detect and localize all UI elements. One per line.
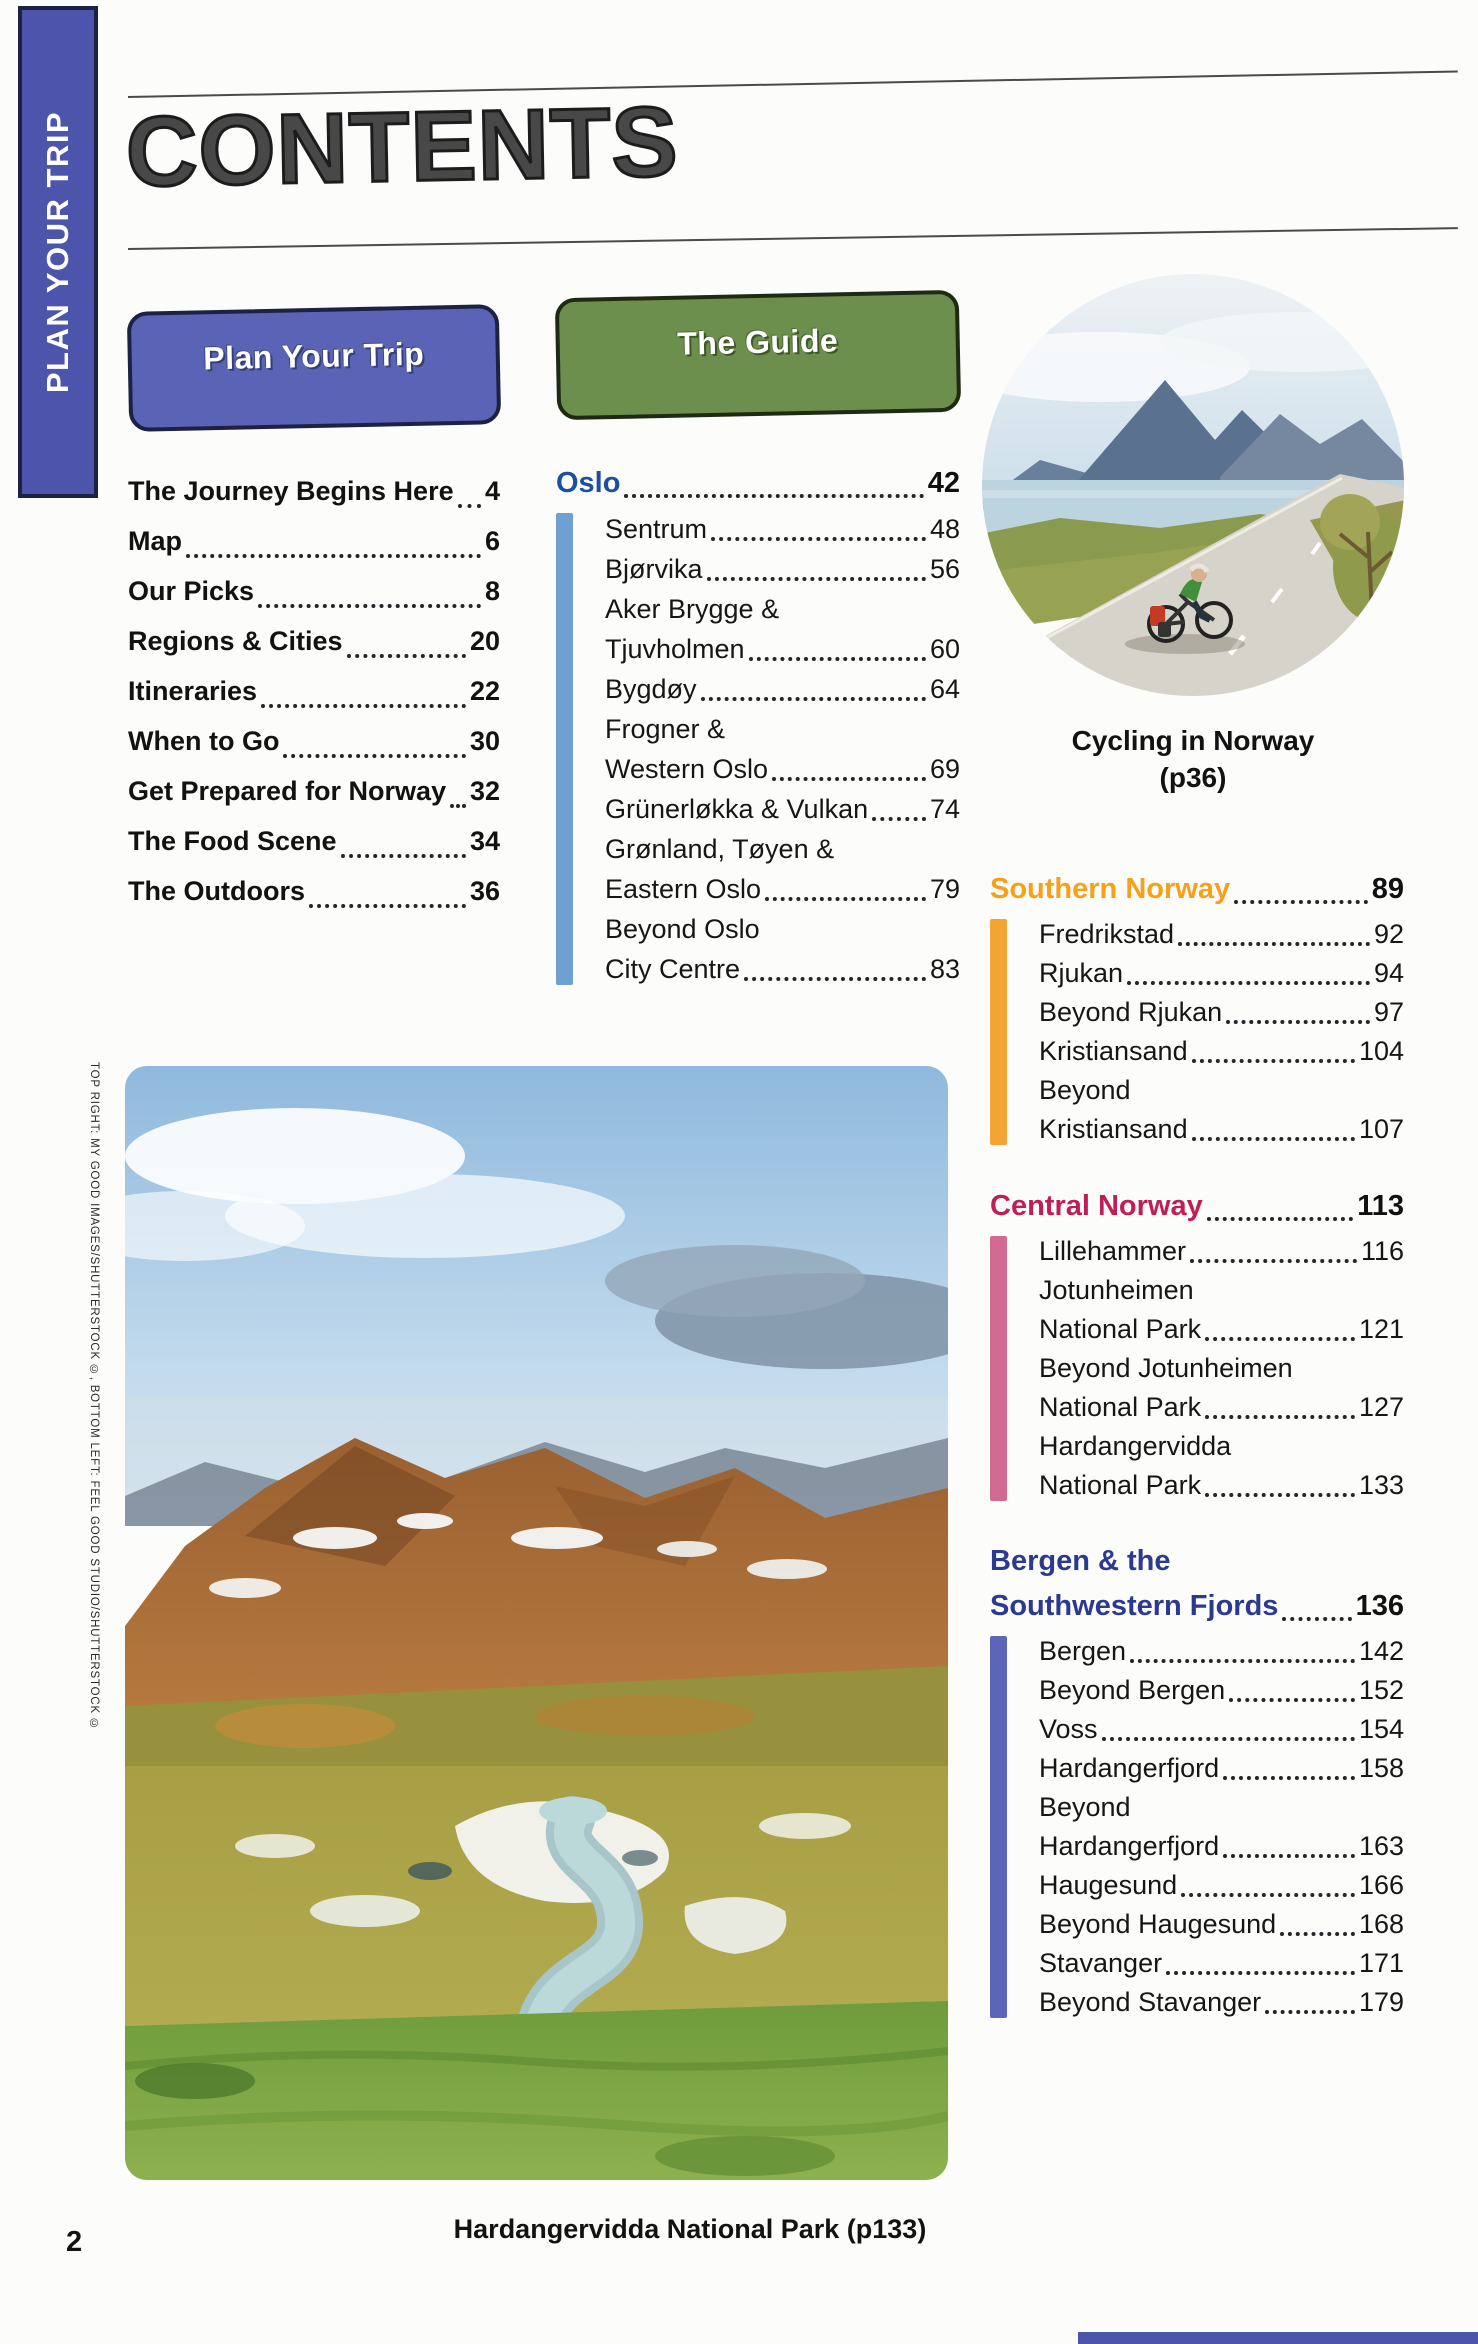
- guide-toc-item-label: Eastern Oslo: [605, 874, 762, 904]
- guide-toc-item-page: 104: [1358, 1036, 1404, 1066]
- cycling-photo: [980, 272, 1406, 698]
- guide-toc-item-label: Bygdøy: [605, 674, 697, 704]
- plan-toc-item-page: 22: [469, 676, 500, 706]
- guide-toc-item-label: Kristiansand: [1039, 1036, 1188, 1066]
- section-oslo-header: [556, 460, 960, 506]
- plan-toc-item-leader: [186, 554, 481, 558]
- plan-toc-item-leader: [347, 654, 466, 658]
- plan-toc-item-label: Regions & Cities: [128, 626, 343, 656]
- guide-toc-item-leader: [1280, 1932, 1355, 1936]
- section-southern-norway-header: [990, 866, 1404, 912]
- plan-toc-item-label: Get Prepared for Norway: [128, 776, 447, 806]
- guide-toc-item-page: 179: [1358, 1987, 1404, 2017]
- guide-toc-item: [605, 669, 960, 709]
- guide-toc-item-leader: [1226, 1020, 1370, 1024]
- section-bergen-southwestern-fjords-header-page: 136: [1355, 1590, 1404, 1622]
- guide-toc-item: [1039, 1110, 1404, 1149]
- guide-toc-item: [1039, 954, 1404, 993]
- guide-toc-item-leader: [1178, 942, 1370, 946]
- guide-toc-item-page: 64: [929, 674, 960, 704]
- edge-tab-label: PLAN YOUR TRIP: [40, 110, 76, 394]
- cycling-caption-line2: (p36): [1159, 762, 1227, 793]
- plan-toc-item-label: The Food Scene: [128, 826, 337, 856]
- section-southern-norway-accent-bar: [990, 919, 1007, 1145]
- photo-credit-vertical: TOP RIGHT: MY GOOD IMAGES/SHUTTERSTOCK ©, BOTTOM LEFT: FEEL GOOD STUDIO/SHUTTERSTOCK ©: [88, 1062, 100, 1731]
- section-oslo: [556, 460, 960, 989]
- plan-toc-item-label: The Outdoors: [128, 876, 305, 906]
- guide-toc-item-page: 107: [1358, 1114, 1404, 1144]
- guide-toc-item: [1039, 1827, 1404, 1866]
- bottom-rule: [128, 227, 1458, 250]
- guide-toc-item-leader: [1223, 1854, 1355, 1858]
- guide-toc-item-leader: [872, 817, 926, 821]
- cycling-caption-line1: Cycling in Norway: [1071, 725, 1315, 756]
- guide-toc-item-page: 121: [1358, 1314, 1404, 1344]
- bottom-page-edge-strip: [1078, 2332, 1478, 2344]
- guide-toc-item-leader: [1192, 1059, 1355, 1063]
- guide-toc-item-page: 133: [1358, 1470, 1404, 1500]
- guide-toc-item-page: 69: [929, 754, 960, 784]
- plan-toc-item-page: 32: [469, 776, 500, 806]
- guide-toc-item-label: Bergen: [1039, 1636, 1127, 1666]
- section-bergen-southwestern-fjords-header: [990, 1583, 1404, 1629]
- guide-toc-item-label: Stavanger: [1039, 1948, 1163, 1978]
- guide-toc-item-page: 127: [1358, 1392, 1404, 1422]
- section-central-norway-header-page: 113: [1357, 1190, 1404, 1222]
- plan-toc-item: [128, 716, 500, 766]
- guide-toc-item: Beyond: [1039, 1792, 1131, 1822]
- guide-toc-item-page: 56: [929, 554, 960, 584]
- guide-toc-item: [1039, 1632, 1404, 1671]
- plan-toc-item-label: The Journey Begins Here: [128, 476, 454, 506]
- plan-toc-item-leader: [283, 754, 465, 758]
- guide-toc-item: [1039, 1671, 1404, 1710]
- guide-toc-item: Grønland, Tøyen &: [605, 834, 835, 864]
- plan-toc-item: [128, 666, 500, 716]
- cycling-photo-illustration: [980, 272, 1406, 698]
- guide-toc-item-label: Rjukan: [1039, 958, 1124, 988]
- page-number: 2: [66, 2226, 83, 2258]
- guide-toc-item: [605, 549, 960, 589]
- guide-toc-item-page: 60: [929, 634, 960, 664]
- guide-toc-item-page: 116: [1360, 1236, 1404, 1266]
- guide-toc-item-page: 171: [1358, 1948, 1404, 1978]
- guide-toc-item: [1039, 1032, 1404, 1071]
- section-southern-norway-items: [990, 915, 1404, 1149]
- section-bergen-southwestern-fjords-accent-bar: [990, 1636, 1007, 2018]
- plan-your-trip-toc-column: [128, 466, 500, 916]
- guide-toc-item-label: City Centre: [605, 954, 741, 984]
- guide-toc-item-leader: [711, 537, 926, 541]
- plan-toc-item-page: 34: [469, 826, 500, 856]
- guide-toc-item-leader: [701, 697, 926, 701]
- hardangervidda-photo-caption: Hardangervidda National Park (p133): [453, 2214, 927, 2244]
- guide-toc-item-leader: [1205, 1415, 1355, 1419]
- guide-toc-item-leader: [1205, 1493, 1355, 1497]
- section-central-norway-header-leader: [1207, 1217, 1353, 1221]
- guide-toc-item-label: Western Oslo: [605, 754, 769, 784]
- guide-toc-item-label: National Park: [1039, 1392, 1202, 1422]
- guide-toc-item-page: 166: [1358, 1870, 1404, 1900]
- plan-toc-item-label: Itineraries: [128, 676, 258, 706]
- guide-toc-item-page: 168: [1358, 1909, 1404, 1939]
- plan-toc-item-page: 6: [484, 526, 500, 556]
- guide-toc-item-leader: [1127, 981, 1370, 985]
- plan-toc-item-leader: [258, 604, 481, 608]
- plan-toc-item-page: 4: [484, 476, 500, 506]
- plan-toc-item: [128, 816, 500, 866]
- guide-toc-item: [1039, 1905, 1404, 1944]
- guide-toc-item: Aker Brygge &: [605, 594, 780, 624]
- guide-toc-item-label: Beyond Rjukan: [1039, 997, 1223, 1027]
- guide-toc-item-leader: [707, 577, 926, 581]
- guide-toc-item-label: Tjuvholmen: [605, 634, 745, 664]
- guide-toc-item-label: Beyond Stavanger: [1039, 1987, 1262, 2017]
- guide-toc-item-leader: [1181, 1893, 1355, 1897]
- plan-toc-item: [128, 766, 500, 816]
- guide-toc-item: [1039, 1388, 1404, 1427]
- guide-toc-item-label: National Park: [1039, 1470, 1202, 1500]
- guide-toc-item-page: 74: [929, 794, 960, 824]
- plan-your-trip-edge-tab: [18, 6, 98, 498]
- plan-toc-item-leader: [261, 704, 466, 708]
- guide-toc-item: [605, 509, 960, 549]
- guide-toc-item-label: Beyond Haugesund: [1039, 1909, 1277, 1939]
- guide-toc-item-label: Sentrum: [605, 514, 708, 544]
- guide-toc-item-label: Bjørvika: [605, 554, 703, 584]
- guide-toc-item: [1039, 1944, 1404, 1983]
- section-bergen-southwestern-fjords-header-leader: [1282, 1617, 1351, 1621]
- guide-toc-item-page: 79: [929, 874, 960, 904]
- section-central-norway-items: [990, 1232, 1404, 1505]
- guide-toc-item: [605, 789, 960, 829]
- section-central-norway-header: [990, 1183, 1404, 1229]
- hardangervidda-photo-illustration: [125, 1066, 948, 2180]
- guide-toc-item-label: Haugesund: [1039, 1870, 1178, 1900]
- plan-toc-item: [128, 466, 500, 516]
- guide-toc-item: [1039, 1983, 1404, 2022]
- guide-toc-column-regions: [990, 866, 1404, 2056]
- guide-toc-item-page: 154: [1358, 1714, 1404, 1744]
- section-bergen-southwestern-fjords-items: [990, 1632, 1404, 2022]
- section-bergen-southwestern-fjords: [990, 1539, 1404, 2022]
- guide-toc-item-leader: [1190, 1259, 1357, 1263]
- plan-toc-item: [128, 616, 500, 666]
- guide-toc-item: Hardangervidda: [1039, 1431, 1232, 1461]
- guide-toc-item: [605, 869, 960, 909]
- guide-toc-item: Jotunheimen: [1039, 1275, 1194, 1305]
- guide-toc-item: [1039, 1466, 1404, 1505]
- guide-toc-item-label: National Park: [1039, 1314, 1202, 1344]
- guide-toc-item-page: 152: [1358, 1675, 1404, 1705]
- guide-toc-item-label: Lillehammer: [1039, 1236, 1187, 1266]
- section-bergen-southwestern-fjords-header: Bergen & the: [990, 1545, 1171, 1577]
- plan-toc-item-page: 8: [484, 576, 500, 606]
- guide-toc-item-leader: [1192, 1137, 1355, 1141]
- guide-toc-item-page: 142: [1358, 1636, 1404, 1666]
- section-oslo-accent-bar: [556, 513, 573, 985]
- guide-toc-item: [1039, 1310, 1404, 1349]
- plan-toc-item-page: 30: [469, 726, 500, 756]
- plan-toc-item-label: Our Picks: [128, 576, 255, 606]
- guide-toc-column-oslo: [556, 460, 960, 1023]
- guide-toc-item: [605, 949, 960, 989]
- plan-toc-item-leader: [458, 504, 481, 508]
- guide-toc-item-label: Beyond Bergen: [1039, 1675, 1226, 1705]
- guide-toc-item-leader: [1166, 1971, 1355, 1975]
- guide-toc-item: [1039, 1710, 1404, 1749]
- guide-toc-item-leader: [1265, 2010, 1355, 2014]
- guide-toc-item-label: Hardangerfjord: [1039, 1831, 1220, 1861]
- hardangervidda-photo: [125, 1066, 948, 2180]
- guide-toc-item: Beyond: [1039, 1075, 1131, 1105]
- section-southern-norway-header-page: 89: [1371, 873, 1404, 905]
- section-oslo-items: [556, 509, 960, 989]
- plan-toc-item: [128, 516, 500, 566]
- guide-toc-item-label: Fredrikstad: [1039, 919, 1175, 949]
- guide-toc-item-page: 92: [1373, 919, 1404, 949]
- plan-toc-item: [128, 566, 500, 616]
- section-central-norway-header-label: Central Norway: [990, 1190, 1203, 1222]
- guide-toc-item: [1039, 1866, 1404, 1905]
- plan-toc-item-leader: [341, 854, 466, 858]
- guide-toc-item-page: 94: [1373, 958, 1404, 988]
- plan-toc-item-page: 20: [469, 626, 500, 656]
- guide-toc-item: [1039, 1749, 1404, 1788]
- guide-toc-item-label: Kristiansand: [1039, 1114, 1188, 1144]
- plan-toc-item-leader: [450, 804, 466, 808]
- guide-toc-item: [1039, 915, 1404, 954]
- guide-toc-item: [1039, 993, 1404, 1032]
- section-central-norway: [990, 1183, 1404, 1505]
- guide-toc-item: [605, 749, 960, 789]
- guide-toc-item-leader: [765, 897, 926, 901]
- guide-toc-item: Frogner &: [605, 714, 726, 744]
- section-bergen-southwestern-fjords-header-label: Southwestern Fjords: [990, 1590, 1279, 1622]
- section-central-norway-accent-bar: [990, 1236, 1007, 1501]
- guide-toc-item-page: 48: [929, 514, 960, 544]
- guide-toc-item-page: 158: [1358, 1753, 1404, 1783]
- cycling-photo-caption: [992, 722, 1394, 796]
- guide-toc-item-label: Grünerløkka & Vulkan: [605, 794, 869, 824]
- plan-toc-item-leader: [309, 904, 466, 908]
- section-southern-norway: [990, 866, 1404, 1149]
- guide-toc-item: [605, 629, 960, 669]
- guide-toc-item-leader: [744, 977, 926, 981]
- section-southern-norway-header-label: Southern Norway: [990, 873, 1231, 905]
- guide-toc-item-leader: [1130, 1659, 1355, 1663]
- plan-your-trip-button: [127, 304, 501, 432]
- plan-toc-item: [128, 866, 500, 916]
- section-oslo-header-page: 42: [927, 467, 960, 499]
- guide-toc-item-leader: [749, 657, 926, 661]
- the-guide-button-label: The Guide: [676, 322, 839, 362]
- page-title: CONTENTS: [124, 85, 680, 207]
- guide-toc-item-leader: [1205, 1337, 1355, 1341]
- guide-toc-item: Beyond Jotunheimen: [1039, 1353, 1293, 1383]
- section-oslo-header-leader: [624, 494, 923, 498]
- guide-toc-item: [1039, 1232, 1404, 1271]
- the-guide-button: [555, 290, 961, 420]
- guide-toc-item-leader: [772, 777, 926, 781]
- guide-toc-item-page: 163: [1358, 1831, 1404, 1861]
- section-oslo-header-label: Oslo: [556, 467, 621, 499]
- section-southern-norway-header-leader: [1234, 900, 1368, 904]
- plan-toc-item-label: Map: [128, 526, 182, 556]
- guide-toc-item-label: Voss: [1039, 1714, 1098, 1744]
- guide-toc-item-leader: [1223, 1776, 1355, 1780]
- plan-your-trip-button-label: Plan Your Trip: [202, 335, 425, 377]
- guide-toc-item-label: Hardangerfjord: [1039, 1753, 1220, 1783]
- guide-toc-item-leader: [1102, 1737, 1355, 1741]
- plan-toc-item-label: When to Go: [128, 726, 280, 756]
- guide-toc-item: Beyond Oslo: [605, 914, 760, 944]
- guide-toc-item-page: 83: [929, 954, 960, 984]
- plan-toc-item-page: 36: [469, 876, 500, 906]
- guide-toc-item-page: 97: [1373, 997, 1404, 1027]
- guide-toc-item-leader: [1229, 1698, 1355, 1702]
